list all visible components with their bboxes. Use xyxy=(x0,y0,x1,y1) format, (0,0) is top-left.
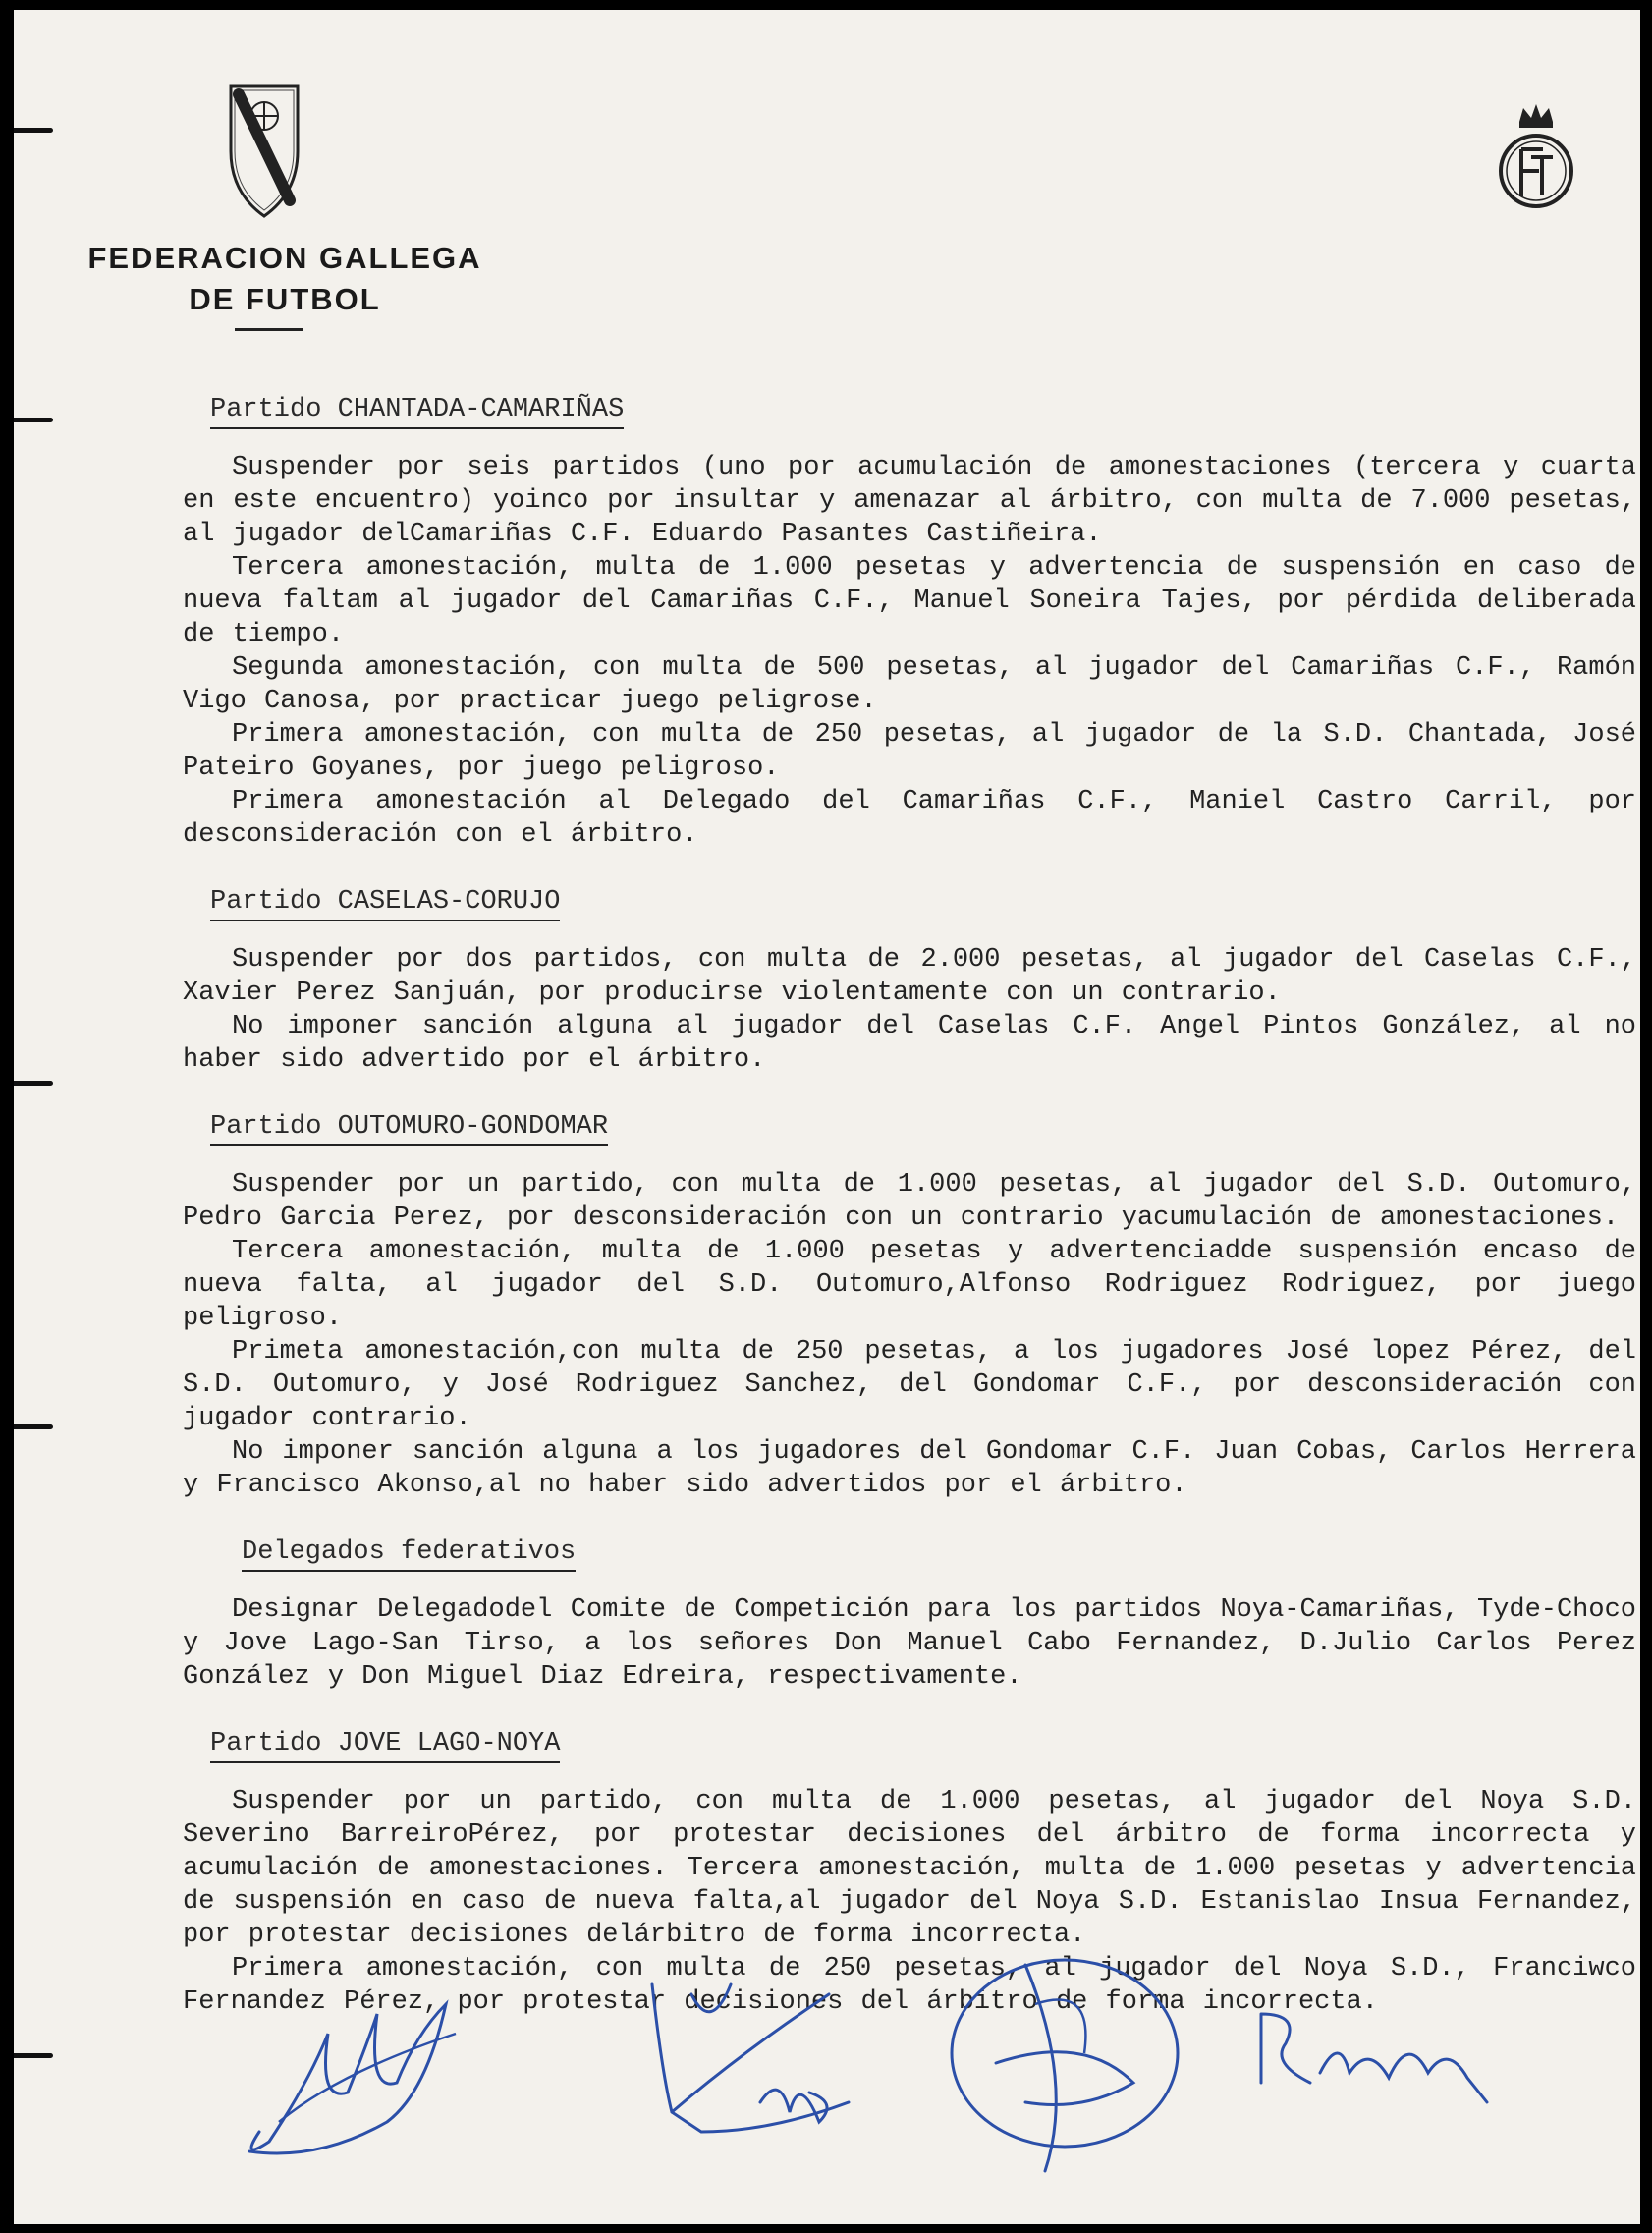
resolution-paragraph: Segunda amonestación, con multa de 500 pesetas, al jugador del Camariñas C.F., Ramón Vigo Canosa, por practicar juego peligrose. xyxy=(183,653,1636,716)
binder-hole xyxy=(14,128,53,133)
resolution-paragraph: Designar Delegadodel Comite de Competición para los partidos Noya-Camariñas, Tyde-Choco y Jove Lago-San Tirso, a los señores Don Manuel Cabo Fernandez, D.Julio Carlos Perez González y Don Miguel Diaz Edreira, respectivamente. xyxy=(183,1595,1636,1692)
federation-shield-icon xyxy=(225,83,303,220)
crowned-rfef-emblem-icon xyxy=(1492,100,1580,218)
section-title: Partido JOVE LAGO-NOYA xyxy=(210,1727,560,1763)
resolution-paragraph: Suspender por seis partidos (uno por acumulación de amonestaciones (tercera y cuarta en este encuentro) yoinco por insultar y amenazar al árbitro, con multa de 7.000 pesetas, al jugador delCamariñas C.F. Eduardo Pasantes Castiñeira. xyxy=(183,453,1636,549)
organization-name-line2: DE FUTBOL xyxy=(189,282,381,316)
signature-2 xyxy=(623,1955,898,2176)
resolution-paragraph: Tercera amonestación, multa de 1.000 pesetas y advertencia de suspensión en caso de nueva faltam al jugador del Camariñas C.F., Manuel Soneira Tajes, por pérdida deliberada de tiempo. xyxy=(183,553,1636,649)
resolution-paragraph: No imponer sanción alguna al jugador del Caselas C.F. Angel Pintos González, al no haber sido advertido por el árbitro. xyxy=(183,1012,1636,1075)
resolution-paragraph: Primeta amonestación,con multa de 250 pesetas, a los jugadores José lopez Pérez, del S.D. Outomuro, y José Rodriguez Sanchez, del Gondomar C.F., por desconsideración con jugador contrario. xyxy=(183,1337,1636,1433)
section-outomuro-gondomar xyxy=(183,1110,1636,1502)
resolution-paragraph: Suspender por un partido, con multa de 1.000 pesetas, al jugador del Noya S.D. Severino BarreiroPérez, por protestar decisiones del árbitro de forma incorrecta y acumulación de amonestaciones. Tercera amonestación, multa de 1.000 pesetas y advertencia de suspensión en caso de nueva falta,al jugador del Noya S.D. Estanislao Insua Fernandez, por protestar decisiones delárbitro de forma incorrecta. xyxy=(183,1787,1636,1950)
section-title: Delegados federativos xyxy=(242,1535,576,1572)
header-divider xyxy=(235,328,303,331)
document-page xyxy=(14,10,1640,2224)
section-title: Partido OUTOMURO-GONDOMAR xyxy=(210,1110,608,1146)
resolution-paragraph: Suspender por dos partidos, con multa de 2.000 pesetas, al jugador del Caselas C.F., Xavier Perez Sanjuán, por producirse violentamente con un contrario. xyxy=(183,945,1636,1008)
signatures-area xyxy=(161,1935,1585,2191)
signature-1 xyxy=(220,1975,475,2176)
binder-hole xyxy=(14,418,53,422)
signature-3-with-stamp xyxy=(937,1945,1212,2186)
section-delegados-federativos xyxy=(183,1535,1636,1694)
resolution-paragraph: Primera amonestación, con multa de 250 pesetas, al jugador del Noya S.D., Franciwco Fernandez Pérez, por protestar decisiones del árbitro de forma incorrecta. xyxy=(183,1954,1636,2017)
signature-4 xyxy=(1241,1994,1536,2137)
resolution-paragraph: Tercera amonestación, multa de 1.000 pesetas y advertenciadde suspensión encaso de nueva falta, al jugador del S.D. Outomuro,Alfonso Rodriguez Rodriguez, por juego peligroso. xyxy=(183,1237,1636,1333)
resolution-paragraph: Primera amonestación, con multa de 250 pesetas, al jugador de la S.D. Chantada, José Pateiro Goyanes, por juego peligroso. xyxy=(183,720,1636,783)
organization-name xyxy=(79,238,491,320)
section-title: Partido CASELAS-CORUJO xyxy=(210,885,560,921)
section-title: Partido CHANTADA-CAMARIÑAS xyxy=(210,393,624,429)
binder-hole xyxy=(14,1424,53,1429)
resolution-paragraph: Primera amonestación al Delegado del Camariñas C.F., Maniel Castro Carril, por desconsideración con el árbitro. xyxy=(183,787,1636,850)
section-chantada-camarinas xyxy=(183,393,1636,852)
resolution-paragraph: Suspender por un partido, con multa de 1.000 pesetas, al jugador del S.D. Outomuro, Pedro Garcia Perez, por desconsideración con un contrario yacumulación de amonestaciones. xyxy=(183,1170,1636,1233)
binder-hole xyxy=(14,2053,53,2058)
organization-name-line1: FEDERACION GALLEGA xyxy=(87,241,482,275)
section-caselas-corujo xyxy=(183,885,1636,1077)
resolutions-body xyxy=(183,393,1636,2052)
binder-hole xyxy=(14,1081,53,1086)
resolution-paragraph: No imponer sanción alguna a los jugadores del Gondomar C.F. Juan Cobas, Carlos Herrera y Francisco Akonso,al no haber sido advertidos por el árbitro. xyxy=(183,1437,1636,1500)
